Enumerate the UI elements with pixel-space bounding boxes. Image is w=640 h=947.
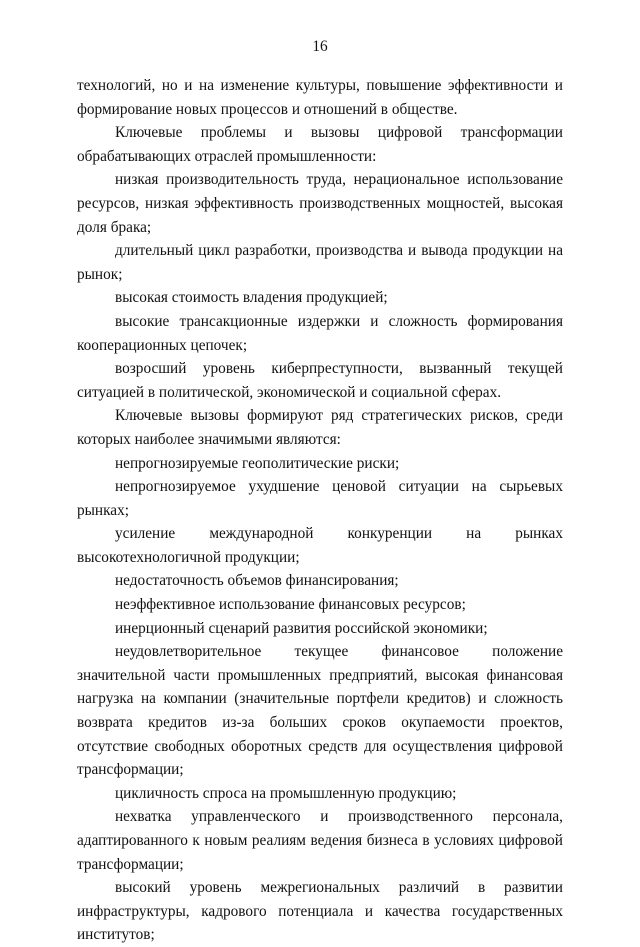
paragraph: Ключевые вызовы формируют ряд стратегических рисков, среди которых наиболее значимыми являются: <box>77 407 563 448</box>
paragraph: технологий, но и на изменение культуры, повышение эффективности и формирование новых процессов и отношений в обществе. <box>77 77 563 118</box>
list-item: недостаточность объемов финансирования; <box>115 572 399 590</box>
list-item: нехватка управленческого и производственного персонала, адаптированного к новым реалиям ведения бизнеса в условиях цифровой трансформации; <box>77 808 563 873</box>
list-item: низкая производительность труда, нерациональное использование ресурсов, низкая эффективность производственных мощностей, высокая доля брака; <box>77 171 563 236</box>
list-item: цикличность спроса на промышленную продукцию; <box>115 784 457 802</box>
list-item: усиление международной конкуренции на рынках высокотехнологичной продукции; <box>77 525 563 566</box>
paragraph: Ключевые проблемы и вызовы цифровой трансформации обрабатывающих отраслей промышленности: <box>77 124 563 165</box>
list-item: непрогнозируемые геополитические риски; <box>115 454 400 472</box>
list-item: неудовлетворительное текущее финансовое положение значительной части промышленных предприятий, высокая финансовая нагрузка на компании (значительные портфели кредитов) и сложность возврата кредитов из-за больших сроков окупаемости проектов, отсутствие свободных оборотных средств для осуществления цифровой трансформации; <box>77 643 563 779</box>
list-item: высокая стоимость владения продукцией; <box>115 289 388 307</box>
document-body <box>77 74 563 947</box>
page-number: 16 <box>312 38 328 55</box>
list-item: высокий уровень межрегиональных различий в развитии инфраструктуры, кадрового потенциала и качества государственных институтов; <box>77 879 563 944</box>
list-item: возросший уровень киберпреступности, вызванный текущей ситуацией в политической, экономической и социальной сферах. <box>77 360 563 401</box>
list-item: неэффективное использование финансовых ресурсов; <box>115 596 466 614</box>
list-item: длительный цикл разработки, производства и вывода продукции на рынок; <box>77 242 563 283</box>
list-item: непрогнозируемое ухудшение ценовой ситуации на сырьевых рынках; <box>77 478 563 519</box>
list-item: инерционный сценарий развития российской экономики; <box>115 619 488 637</box>
list-item: высокие трансакционные издержки и сложность формирования кооперационных цепочек; <box>77 312 563 354</box>
